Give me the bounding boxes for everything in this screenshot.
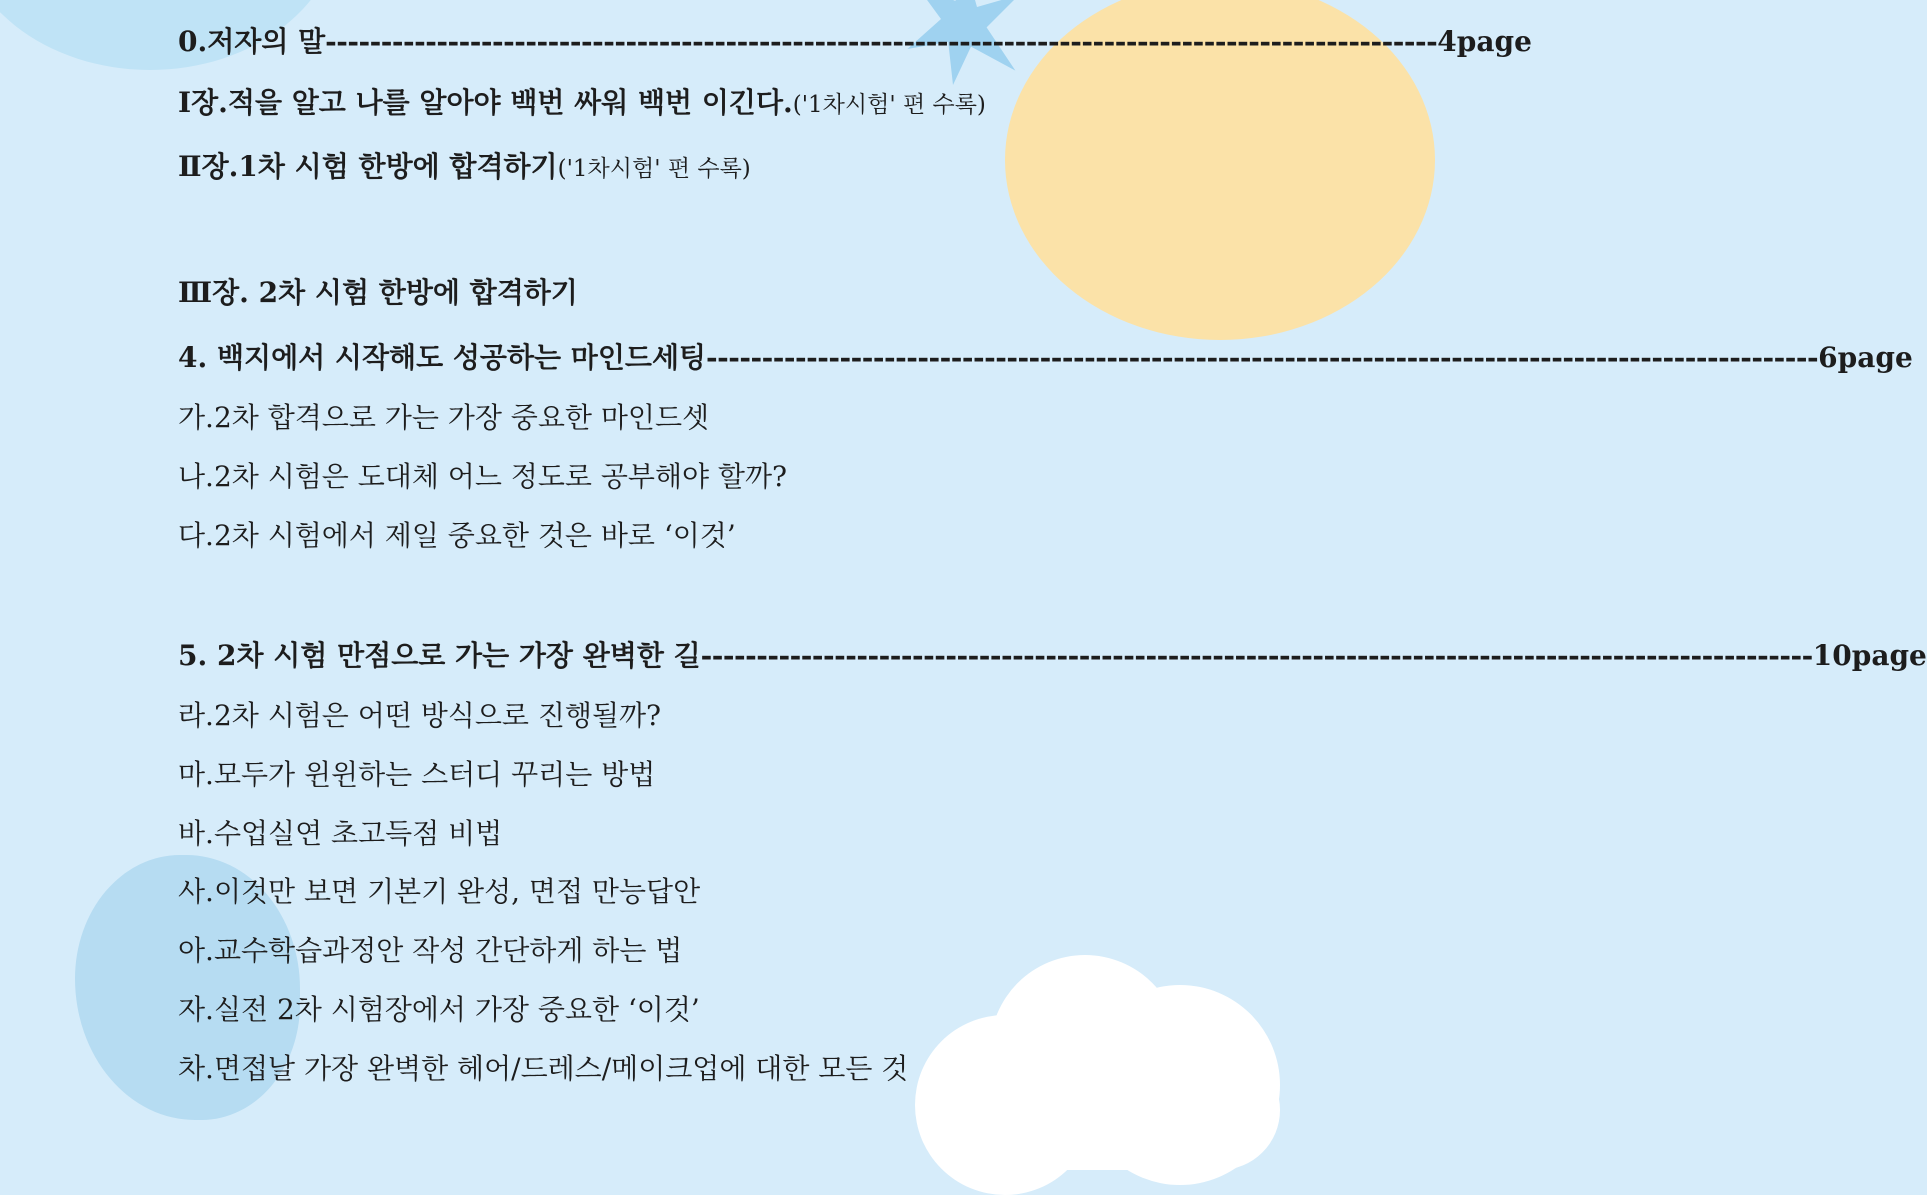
toc-leader-dashes: ---------------------------------------------------------------------------------------------------- xyxy=(706,341,1819,374)
section-4-title: 4. 백지에서 시작해도 성공하는 마인드세팅 xyxy=(178,341,707,374)
toc-item: 사.이것만 보면 기본기 완성, 면접 만능답안 xyxy=(178,875,701,908)
toc-leader-dashes: ---------------------------------------------------------------------------------------------------- xyxy=(700,639,1813,672)
toc-chapter-1 xyxy=(178,83,986,125)
toc-preface-title: 0.저자의 말 xyxy=(178,25,326,58)
toc-section-5 xyxy=(178,636,1927,676)
toc-item: 다.2차 시험에서 제일 중요한 것은 바로 ‘이것’ xyxy=(178,519,736,552)
toc-section-4 xyxy=(178,338,1913,378)
toc-entry-preface xyxy=(178,22,1532,62)
toc-chapter-2 xyxy=(178,147,751,189)
toc-leader-dashes: ---------------------------------------------------------------------------------------------------- xyxy=(325,25,1438,58)
toc-item: 나.2차 시험은 도대체 어느 정도로 공부해야 할까? xyxy=(178,460,788,493)
toc-item: 아.교수학습과정안 작성 간단하게 하는 법 xyxy=(178,934,683,967)
section-4-page: 6page xyxy=(1818,341,1913,374)
chapter-3-title: Ⅲ장. 2차 시험 한방에 합격하기 xyxy=(178,276,578,309)
toc-item: 차.면접날 가장 완벽한 헤어/드레스/메이크업에 대한 모든 것 xyxy=(178,1052,909,1085)
toc-chapter-3 xyxy=(178,273,578,313)
chapter-1-note: ('1차시험' 편 수록) xyxy=(792,92,986,118)
toc-item: 자.실전 2차 시험장에서 가장 중요한 ‘이것’ xyxy=(178,993,700,1026)
chapter-2-title: Ⅱ장.1차 시험 한방에 합격하기 xyxy=(178,150,558,183)
toc-item: 마.모두가 윈윈하는 스터디 꾸리는 방법 xyxy=(178,758,656,791)
toc-item: 가.2차 합격으로 가는 가장 중요한 마인드셋 xyxy=(178,401,710,434)
toc-preface-page: 4page xyxy=(1437,25,1532,58)
toc-item: 라.2차 시험은 어떤 방식으로 진행될까? xyxy=(178,699,662,732)
chapter-1-title: Ⅰ장.적을 알고 나를 알아야 백번 싸워 백번 이긴다. xyxy=(178,86,793,119)
section-5-page: 10page xyxy=(1812,639,1927,672)
section-5-title: 5. 2차 시험 만점으로 가는 가장 완벽한 길 xyxy=(178,639,701,672)
chapter-2-note: ('1차시험' 편 수록) xyxy=(557,156,751,182)
toc-item: 바.수업실연 초고득점 비법 xyxy=(178,817,503,850)
